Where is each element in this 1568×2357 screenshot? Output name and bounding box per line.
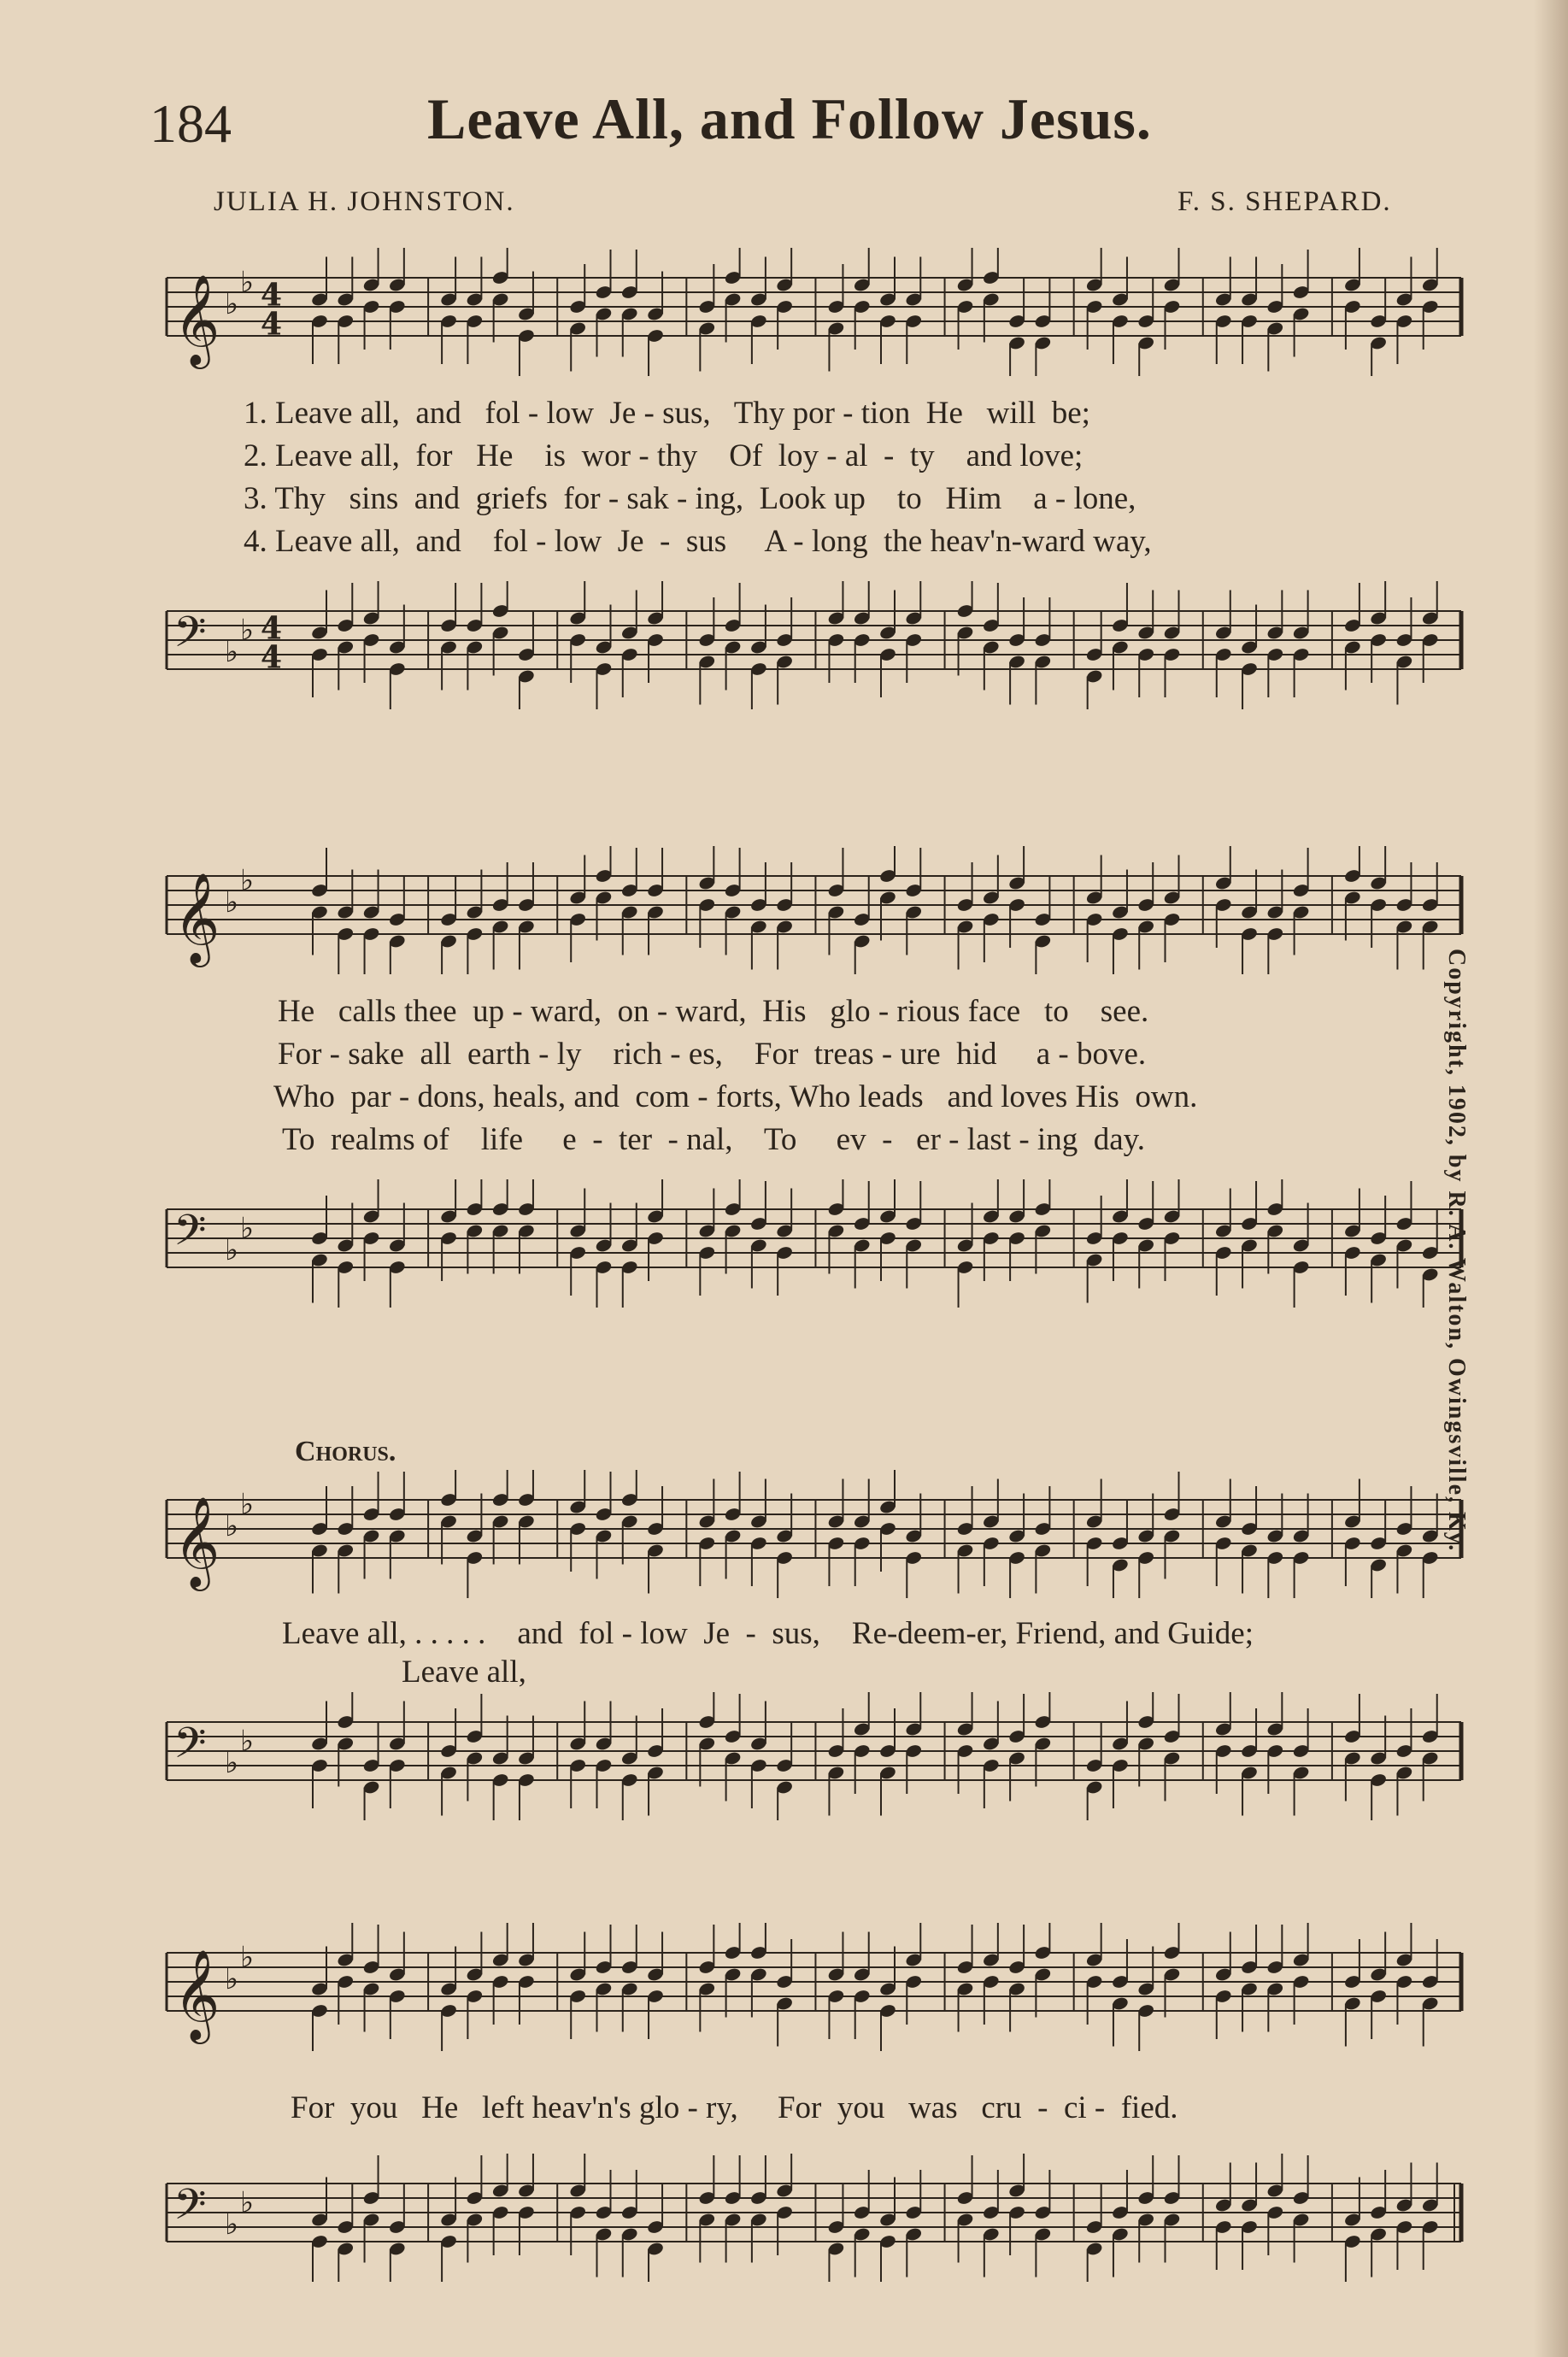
verse-2-line: For - sake all earth - ly rich - es, For treas - ure hid a - bove. (278, 1037, 1147, 1072)
staff-drawing (158, 1470, 1474, 1598)
copyright-notice: Copyright, 1902, by R. A. Walton, Owingsville, Ky. (1443, 949, 1470, 1553)
bass-staff (158, 1179, 1474, 1308)
verse-1-line: He calls thee up - ward, on - ward, His glo - rious face to see. (278, 994, 1149, 1029)
flat-sign-icon: ♭ (240, 2185, 255, 2220)
treble-staff (158, 248, 1474, 376)
time-signature-digit: 4 (261, 639, 283, 676)
music-system-4 (158, 1923, 1474, 2282)
treble-staff (158, 846, 1474, 974)
treble-clef-icon: 𝄞 (173, 1496, 220, 1587)
hymn-title: Leave All, and Follow Jesus. (427, 86, 1152, 151)
time-signature-digit: 4 (261, 610, 283, 647)
music-system-1 (158, 248, 1474, 752)
bass-staff (158, 581, 1474, 709)
music-system-2 (158, 846, 1474, 1350)
treble-staff (158, 1923, 1474, 2051)
chorus-line-2: For you He left heav'n's glo - ry, For you was cru - ci - fied. (291, 2090, 1178, 2125)
flat-sign-icon: ♭ (225, 885, 239, 920)
verse-3-line: 3. Thy sins and griefs for - sak - ing, Look up to Him a - lone, (244, 481, 1136, 516)
verse-2-line: 2. Leave all, for He is wor - thy Of loy - al - ty and love; (244, 438, 1084, 473)
chorus-label: Chorus. (295, 1436, 396, 1467)
flat-sign-icon: ♭ (240, 1940, 255, 1975)
flat-sign-icon: ♭ (225, 1746, 239, 1780)
time-signature-digit: 4 (261, 277, 283, 314)
treble-clef-icon: 𝄞 (173, 872, 220, 963)
bass-staff (158, 1692, 1474, 1820)
staff-drawing (158, 846, 1474, 974)
verse-3-line: Who par - dons, heals, and com - forts, Who leads and loves His own. (273, 1079, 1198, 1114)
lyricist-credit: JULIA H. JOHNSTON. (214, 186, 515, 217)
hymn-number: 184 (150, 93, 232, 154)
bass-staff (158, 2154, 1474, 2282)
staff-drawing (158, 2154, 1474, 2282)
flat-sign-icon: ♭ (240, 1724, 255, 1759)
staff-drawing (158, 1692, 1474, 1820)
flat-sign-icon: ♭ (240, 863, 255, 898)
treble-clef-icon: 𝄞 (173, 1948, 220, 2040)
flat-sign-icon: ♭ (240, 1487, 255, 1522)
bass-clef-icon: 𝄢 (173, 1206, 207, 1266)
composer-credit: F. S. SHEPARD. (1177, 186, 1392, 217)
flat-sign-icon: ♭ (225, 2207, 239, 2242)
staff-drawing (158, 1923, 1474, 2051)
flat-sign-icon: ♭ (225, 1509, 239, 1543)
flat-sign-icon: ♭ (225, 287, 239, 321)
music-system-3 (158, 1436, 1474, 1812)
flat-sign-icon: ♭ (240, 265, 255, 300)
treble-staff (158, 1470, 1474, 1598)
bass-clef-icon: 𝄢 (173, 1719, 207, 1778)
verse-1-line: 1. Leave all, and fol - low Je - sus, Thy por - tion He will be; (244, 396, 1090, 431)
staff-drawing (158, 1179, 1474, 1308)
verse-4-line: To realms of life e - ter - nal, To ev - er - last - ing day. (282, 1122, 1145, 1157)
chorus-echo: Leave all, (402, 1655, 526, 1690)
treble-clef-icon: 𝄞 (173, 273, 220, 365)
time-signature-digit: 4 (261, 306, 283, 343)
flat-sign-icon: ♭ (240, 1211, 255, 1246)
page-edge-shadow (1534, 0, 1568, 2357)
staff-drawing (158, 248, 1474, 376)
flat-sign-icon: ♭ (240, 613, 255, 648)
bass-clef-icon: 𝄢 (173, 2180, 207, 2240)
flat-sign-icon: ♭ (225, 635, 239, 669)
flat-sign-icon: ♭ (225, 1233, 239, 1267)
bass-clef-icon: 𝄢 (173, 608, 207, 667)
staff-drawing (158, 581, 1474, 709)
chorus-line-1: Leave all, . . . . . and fol - low Je - sus, Re-deem-er, Friend, and Guide; (282, 1616, 1254, 1651)
verse-4-line: 4. Leave all, and fol - low Je - sus A - long the heav'n-ward way, (244, 524, 1152, 559)
flat-sign-icon: ♭ (225, 1962, 239, 1996)
